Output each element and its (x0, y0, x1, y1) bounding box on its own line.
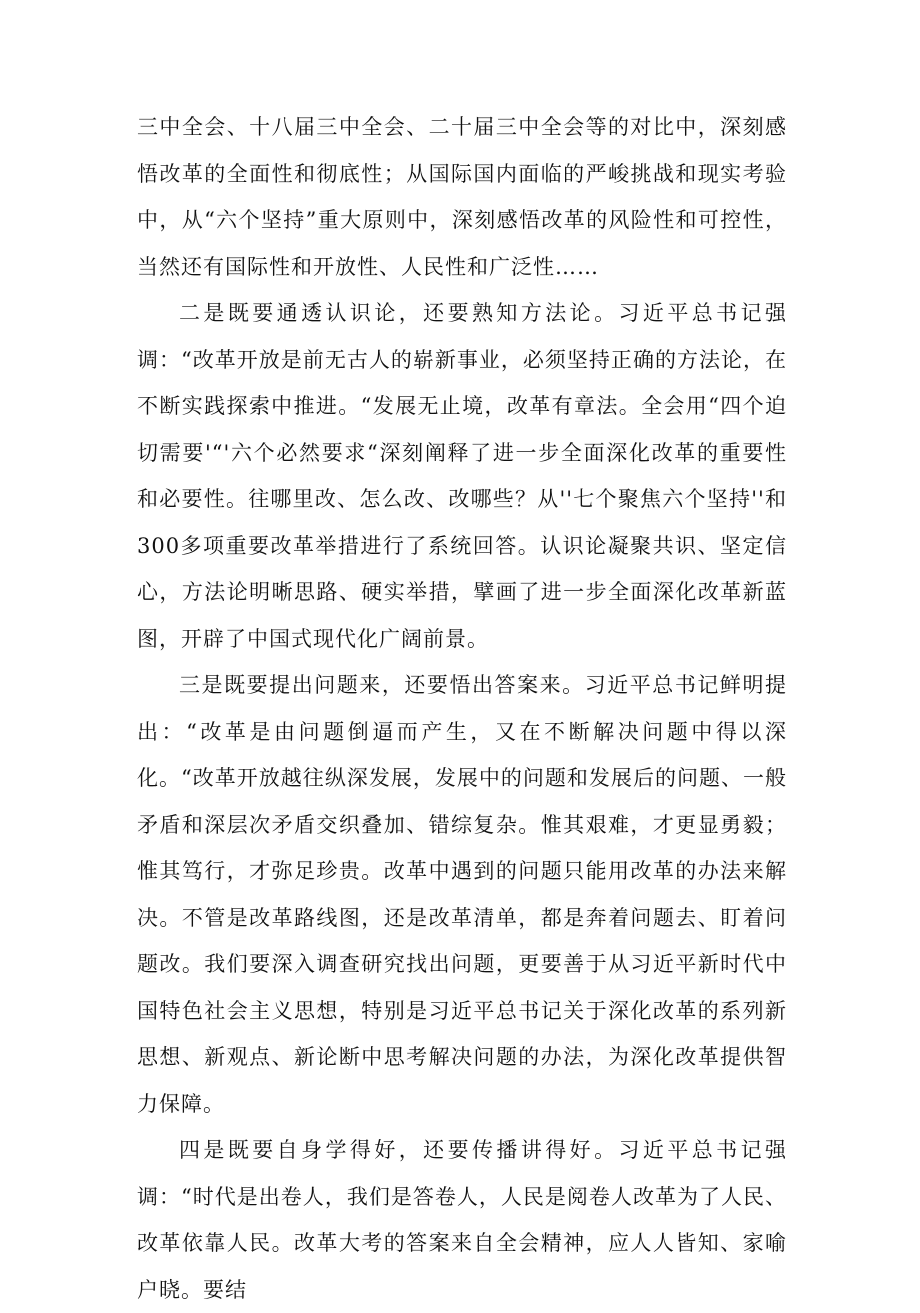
paragraph-continuation: 三中全会、十八届三中全会、二十届三中全会等的对比中，深刻感悟改革的全面性和彻底性；从国际国内面临的严峻挑战和现实考验中，从“六个坚持”重大原则中，深刻感悟改革的风险性和可控性，当然还有国际性和开放性、人民性和广泛性…… (137, 115, 787, 279)
paragraph-methodology: 二是既要通透认识论，还要熟知方法论。习近平总书记强调：“改革开放是前无古人的崭新事业，必须坚持正确的方法论，在不断实践探索中推进。“发展无止境，改革有章法。全会用“四个迫切需要'“'六个必然要求“深刻阐释了进一步全面深化改革的重要性和必要性。往哪里改、怎么改、改哪些？从''七个聚焦六个坚持''和300多项重要改革举措进行了系统回答。认识论凝聚共识、坚定信心，方法论明晰思路、硬实举措，擘画了进一步全面深化改革新蓝图，开辟了中国式现代化广阔前景。 (137, 301, 787, 651)
paragraph-problems: 三是既要提出问题来，还要悟出答案来。习近平总书记鲜明提出：“改革是由问题倒逼而产生，又在不断解决问题中得以深化。“改革开放越往纵深发展，发展中的问题和发展后的问题、一般矛盾和深层次矛盾交织叠加、错综复杂。惟其艰难，才更显勇毅；惟其笃行，才弥足珍贵。改革中遇到的问题只能用改革的办法来解决。不管是改革路线图，还是改革清单，都是奔着问题去、盯着问题改。我们要深入调查研究找出问题，更要善于从习近平新时代中国特色社会主义思想，特别是习近平总书记关于深化改革的系列新思想、新观点、新论断中思考解决问题的办法，为深化改革提供智力保障。 (137, 673, 787, 1116)
paragraph-dissemination: 四是既要自身学得好，还要传播讲得好。习近平总书记强调：“时代是出卷人，我们是答卷人，人民是阅卷人改革为了人民、改革依靠人民。改革大考的答案来自全会精神，应人人皆知、家喻户晓。要结 (137, 1138, 787, 1302)
document-page (137, 104, 787, 1313)
